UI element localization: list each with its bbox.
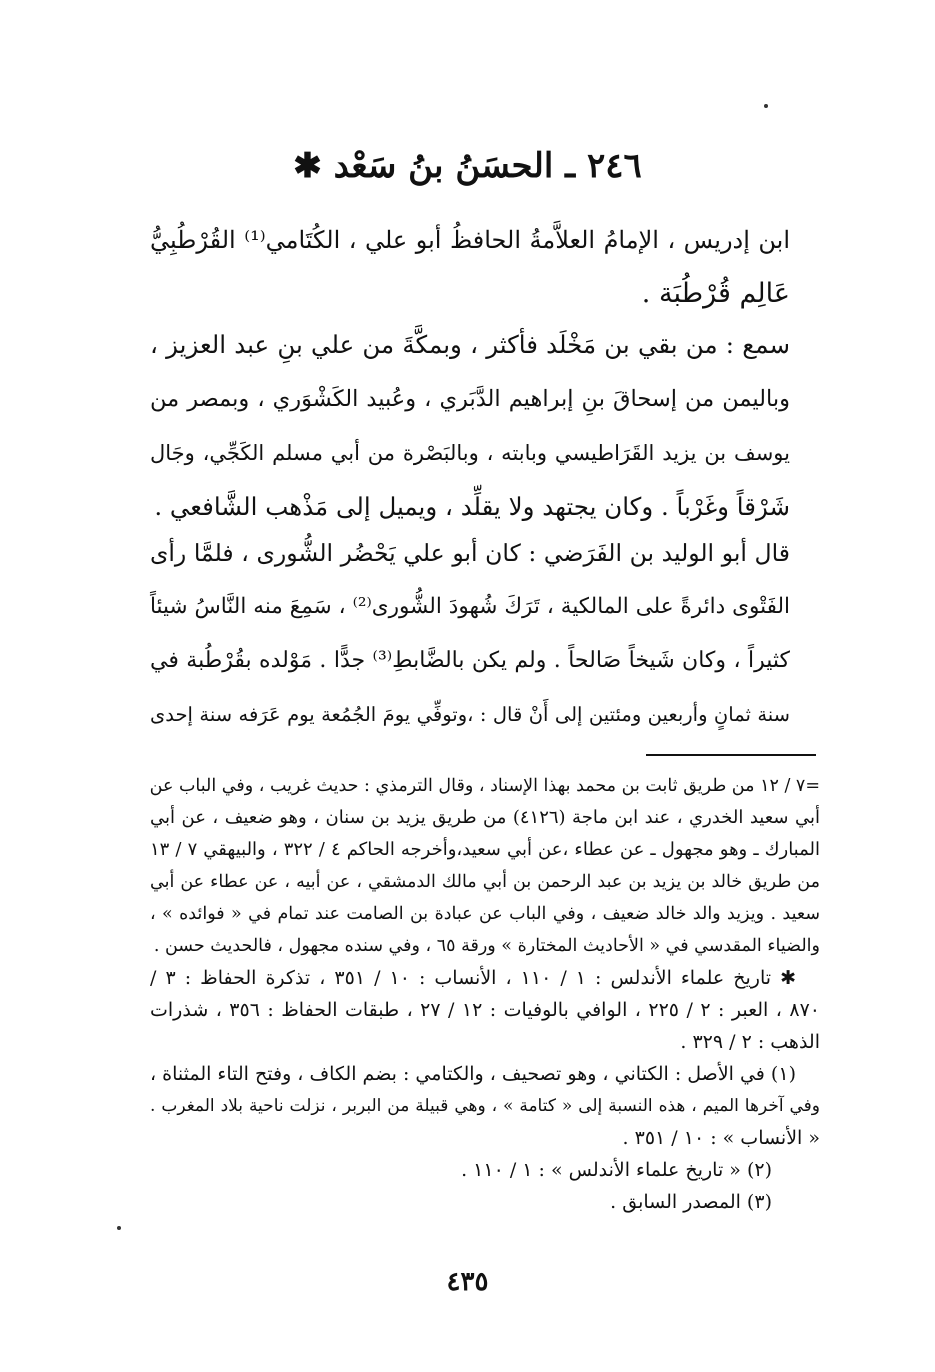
footnote-1-line: وفي آخرها الميم ، هذه النسبة إلى « كتامة » ، وهي قبيلة من البربر ، نزلت ناحية بلاد المغرب . [150, 1096, 820, 1116]
sources-line: ✱ تاريخ علماء الأندلس : ١ / ١١٠ ، الأنساب : ١٠ / ٣٥١ ، تذكرة الحفاظ : ٣ / [150, 967, 797, 989]
text-line: وباليمن من إسحاقَ بنِ إبراهيم الدَّبَري ، وعُبيد الكَشْوَري ، وبمصر من [150, 386, 790, 412]
biography-paragraph [150, 526, 790, 742]
biography-heading: ٢٤٦ ـ الحسَنُ بنُ سَعْد ✱ [293, 146, 642, 186]
footnote-2: (٢) « تاريخ علماء الأندلس » : ١ / ١١٠ . [461, 1159, 772, 1181]
footnote-line: والضياء المقدسي في « الأحاديث المختارة » ورقة ٦٥ ، وفي سنده مجهول ، فالحديث حسن . [153, 936, 820, 956]
text-line: شَرْقاً وغَرْباً . وكان يجتهد ولا يقلِّد ، ويميل إلى مَذْهب الشَّافعي . [154, 492, 790, 521]
text-line: كثيراً ، وكان شَيخاً صَالحاً . ولم يكن بالضَّابطِ⁽³⁾ جدًّا . مَوْلده بقُرْطُبة في [150, 648, 790, 673]
speck-mark [117, 1226, 121, 1230]
footnote-1-line: « الأنساب » : ١٠ / ٣٥١ . [622, 1127, 820, 1149]
footnote-separator [646, 754, 816, 756]
sources-line: ٨٧٠ ، العبر : ٢ / ٢٢٥ ، الوافي بالوفيات : ١٢ / ٢٧ ، طبقات الحفاظ : ٣٥٦ ، شذرات [150, 999, 820, 1021]
footnote-line: من طريق خالد بن يزيد بن عبد الرحمن بن أبي مالك الدمشقي ، عن أبيه ، عن عطاء عن أبي [150, 872, 820, 892]
text-line: قال أبو الوليد بن الفَرَضي : كان أبو علي يَحْضُر الشُّورى ، فلمَّا رأى [150, 539, 790, 567]
text-line: ابن إدريس ، الإمامُ العلاَّمةُ الحافظُ أبو علي ، الكُتَامي⁽¹⁾ القُرْطُبِيُّ [150, 226, 790, 254]
text-line: الفَتْوى دائرةً على المالكية ، تَرَكَ شُهودَ الشُّورى⁽²⁾ ، سَمِعَ منه النَّاسُ شيئاً [150, 594, 790, 619]
page-number: ٤٣٥ [446, 1267, 489, 1297]
intro-paragraph [150, 213, 790, 321]
sources-line: الذهب : ٢ / ٣٢٩ . [680, 1031, 820, 1053]
footnote-line: سعيد . ويزيد والد خالد ضعيف ، وفي الباب عن عبادة بن الصامت عند تمام في « فوائده » ، [150, 904, 820, 924]
speck-mark [764, 104, 768, 108]
footnote-3: (٣) المصدر السابق . [610, 1191, 772, 1213]
text-line: سنة ثمانٍ وأربعين ومئتين إلى أَنْ قال : ،وتوفِّي يومَ الجُمُعة يوم عَرَفه سنة إحدى [150, 703, 790, 726]
text-line: عَالِم قُرْطُبَة . [641, 278, 790, 309]
text-line: سمع : من بقي بن مَخْلَد فأكثر ، وبمكَّةَ من علي بنِ عبد العزيز ، [150, 330, 790, 359]
footnote-1-line: (١) في الأصل : الكتاني ، وهو تصحيف ، والكتامي : بضم الكاف ، وفتح التاء المثناة ، [149, 1063, 796, 1085]
footnote-line: المبارك ـ وهو مجهول ـ عن عطاء ،عن أبي سعيد،وأخرجه الحاكم ٤ / ٣٢٢ ، والبيهقي ٧ / ١٣ [150, 839, 821, 860]
text-line: يوسف بن يزيد القَرَاطيسي وبابته ، وبالبَصْرة من أبي مسلم الكَجِّي، وجَال [150, 441, 790, 465]
teachers-paragraph [150, 318, 790, 534]
footnotes [150, 770, 820, 1218]
footnote-line: أبي سعيد الخدري ، عند ابن ماجة (٤١٢٦) من طريق يزيد بن سنان ، وهو ضعيف ، عن أبي [150, 807, 820, 828]
footnote-line: =٧ / ١٢ من طريق ثابت بن محمد بهذا الإسناد ، وقال الترمذي : حديث غريب ، وفي الباب عن [149, 776, 820, 796]
